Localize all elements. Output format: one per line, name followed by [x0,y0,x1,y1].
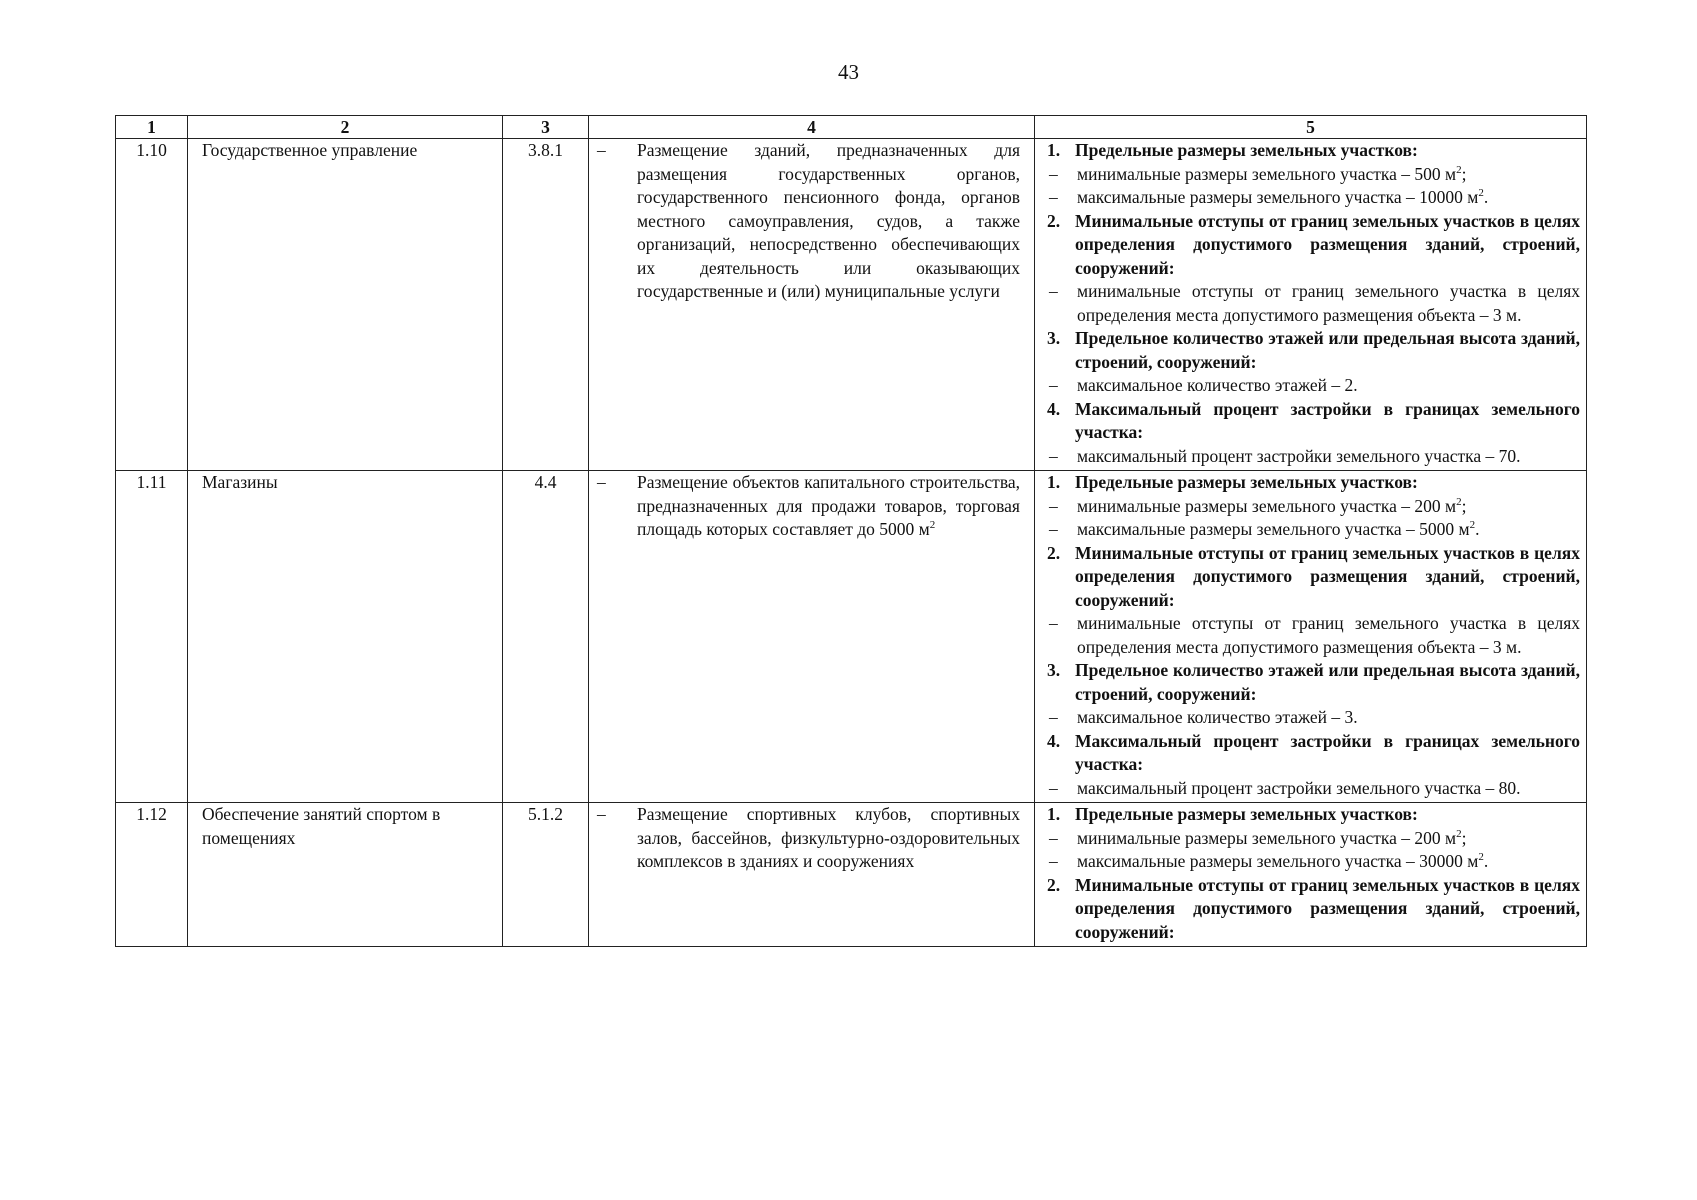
superscript: 2 [1478,187,1484,200]
parameter-text: Максимальный процент застройки в границах земельного участка: [1075,398,1580,442]
land-use-name: Магазины [188,471,503,803]
parameter-item [1047,612,1580,659]
superscript: 2 [1456,495,1462,508]
parameter-heading [1047,210,1580,281]
punctuation: . [1483,851,1489,871]
list-number: 3. [1047,328,1061,348]
list-number: 2. [1047,542,1061,563]
parameter-item [1047,495,1580,519]
list-number: 1. [1047,140,1061,160]
column-header: 1 [116,116,188,139]
parameter-text: минимальные размеры земельного участка – 200 $м^2$; [1077,495,1467,516]
list-number: 3. [1047,660,1061,680]
parameter-text: максимальный процент застройки земельного участка – 70. [1077,445,1521,466]
regulation-parameters [1035,471,1587,803]
row-number: 1.10 [116,139,188,471]
regulation-parameters [1035,803,1587,947]
parameter-text: Предельное количество этажей или предельная высота зданий, строений, сооружений: [1075,328,1580,372]
land-use-name: Обеспечение занятий спортом в помещениях [188,803,503,947]
description-text: Размещение объектов капитального строительства, предназначенных для продажи товаров, торговая площадь которых составляет до 5000 $м^2$ [637,472,1020,539]
parameter-item [1047,777,1580,801]
parameter-text: Минимальные отступы от границ земельных участков в целях определения допустимого размещения зданий, строений, сооружений: [1075,210,1580,278]
punctuation: ; [1461,827,1467,848]
column-header: 3 [503,116,589,139]
parameter-text: минимальные отступы от границ земельного участка в целях определения места допустимого размещения объекта – 3 м. [1077,613,1580,657]
list-number: 1. [1047,472,1061,492]
land-use-description [589,803,1035,947]
dash-marker: – [597,472,606,492]
punctuation: ; [1461,163,1467,184]
superscript: 2 [1456,163,1462,176]
parameter-text: Минимальные отступы от границ земельных участков в целях определения допустимого размещения зданий, строений, сооружений: [1075,542,1580,610]
description-text: Размещение зданий, предназначенных для размещения государственных органов, государственного пенсионного фонда, органов местного самоуправления, судов, а также организаций, непосредственно обеспечивающих их деятельность или оказывающих государственные и (или) муниципальные услуги [637,140,1020,301]
dash-marker: – [1049,375,1058,395]
punctuation: . [1475,519,1480,539]
list-number: 4. [1047,398,1061,419]
dash-marker: – [1049,777,1058,798]
parameter-heading [1047,471,1580,495]
parameter-text: максимальные размеры земельного участка – 5000 $м^2$. [1077,519,1480,539]
parameter-item [1047,706,1580,730]
parameter-text: минимальные отступы от границ земельного участка в целях определения места допустимого размещения объекта – 3 м. [1077,281,1580,325]
parameter-item [1047,445,1580,469]
regulation-parameters [1035,139,1587,471]
dash-marker: – [1049,163,1058,184]
column-header: 5 [1035,116,1587,139]
land-use-description [589,471,1035,803]
dash-marker: – [1049,827,1058,848]
dash-marker: – [597,140,606,160]
row-number: 1.12 [116,803,188,947]
dash-marker: – [1049,519,1058,539]
superscript: 2 [1478,851,1484,864]
column-header: 2 [188,116,503,139]
table-header-row [116,116,1587,139]
parameter-item [1047,518,1580,542]
list-number: 2. [1047,210,1061,231]
parameter-text: Предельные размеры земельных участков: [1075,140,1418,160]
land-use-description [589,139,1035,471]
table-row [116,803,1587,947]
parameter-heading [1047,659,1580,706]
parameter-item [1047,827,1580,851]
land-use-name: Государственное управление [188,139,503,471]
dash-marker: – [597,804,606,824]
parameter-item [1047,186,1580,210]
punctuation: ; [1461,495,1467,516]
description-text: Размещение спортивных клубов, спортивных залов, бассейнов, физкультурно-оздоровительных комплексов в зданиях и сооружениях [637,804,1020,871]
list-number: 1. [1047,804,1061,824]
parameter-heading [1047,874,1580,945]
parameter-item [1047,280,1580,327]
land-use-code: 5.1.2 [503,803,589,947]
parameter-heading [1047,542,1580,613]
parameter-text: минимальные размеры земельного участка – 500 $м^2$; [1077,163,1467,184]
parameter-item [1047,163,1580,187]
table-row [116,471,1587,803]
superscript: 2 [1456,827,1462,840]
dash-marker: – [1049,495,1058,516]
parameter-heading [1047,803,1580,827]
parameter-text: максимальное количество этажей – 3. [1077,707,1358,727]
parameter-heading [1047,139,1580,163]
parameter-text: Максимальный процент застройки в границах земельного участка: [1075,730,1580,774]
column-header: 4 [589,116,1035,139]
list-number: 2. [1047,874,1061,895]
parameter-text: максимальные размеры земельного участка – 10000 $м^2$. [1077,187,1489,207]
superscript: 2 [1469,519,1476,532]
parameter-item [1047,374,1580,398]
parameter-text: максимальное количество этажей – 2. [1077,375,1358,395]
land-use-code: 4.4 [503,471,589,803]
dash-marker: – [1049,613,1058,633]
parameter-text: максимальные размеры земельного участка – 30000 $м^2$. [1077,851,1489,871]
land-use-code: 3.8.1 [503,139,589,471]
parameter-heading [1047,327,1580,374]
regulations-table [115,115,1587,947]
parameter-text: максимальный процент застройки земельного участка – 80. [1077,777,1521,798]
parameter-heading [1047,730,1580,777]
dash-marker: – [1049,445,1058,466]
page-number: 43 [838,60,859,84]
parameter-text: Минимальные отступы от границ земельных участков в целях определения допустимого размещения зданий, строений, сооружений: [1075,874,1580,942]
superscript: 2 [929,519,936,532]
parameter-text: минимальные размеры земельного участка – 200 $м^2$; [1077,827,1467,848]
parameter-text: Предельное количество этажей или предельная высота зданий, строений, сооружений: [1075,660,1580,704]
parameter-text: Предельные размеры земельных участков: [1075,472,1418,492]
parameter-heading [1047,398,1580,445]
row-number: 1.11 [116,471,188,803]
dash-marker: – [1049,187,1058,207]
dash-marker: – [1049,851,1058,871]
table-row [116,139,1587,471]
dash-marker: – [1049,707,1058,727]
dash-marker: – [1049,281,1058,301]
parameter-item [1047,850,1580,874]
punctuation: . [1483,187,1489,207]
parameter-text: Предельные размеры земельных участков: [1075,804,1418,824]
list-number: 4. [1047,730,1061,751]
